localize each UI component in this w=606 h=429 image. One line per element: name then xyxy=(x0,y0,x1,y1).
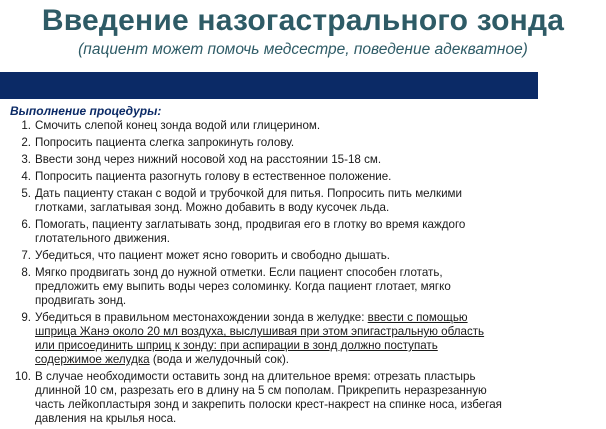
step-text: Мягко продвигать зонд до нужной отметки. Если пациент способен глотать, предложить ему выпить воды через соломинку. Когда пациент глотает, мягко продвигать зонд. xyxy=(35,266,451,307)
step-number: 8. xyxy=(21,266,31,279)
step-number: 4. xyxy=(21,170,31,183)
step-text: Ввести зонд через нижний носовой ход на расстоянии 15-18 см. xyxy=(35,153,382,166)
step-text: Попросить пациента слегка запрокинуть голову. xyxy=(35,136,295,149)
step-text: Дать пациенту стакан с водой и трубочкой для питья. Попросить пить мелкими глотками, заглатывая зонд. Можно добавить в воду кусочек льда. xyxy=(35,187,462,214)
step-text-plain: Убедиться в правильном местонахождении зонда в желудке: xyxy=(35,311,368,324)
step-number: 6. xyxy=(21,218,31,231)
step-number: 2. xyxy=(21,136,31,149)
procedure-step-9 xyxy=(5,311,603,367)
procedure-section xyxy=(5,104,603,429)
slide-subtitle: (пациент может помочь медсестре, поведение адекватное) xyxy=(78,41,528,58)
step-number: 10. xyxy=(14,370,31,383)
step-text xyxy=(35,311,603,367)
step-text-tail: (вода и желудочный сок). xyxy=(149,353,290,366)
step-number: 7. xyxy=(21,249,31,262)
step-text-underlined: ввести с помощью шприца Жанэ около 20 мл воздуха, выслушивая при этом эпигастральную область или присоединить шприц к зонду: при аспирации в зонд должно поступать содержимое желудка xyxy=(35,311,485,366)
step-text: В случае необходимости оставить зонд на длительное время: отрезать пластырь длинной 10 см, разрезать его в длину на 5 см пополам. Прикрепить неразрезанную часть лейкопластыря зонд и закрепить полоски крест-накрест на спинке носа, избегая давления на крылья носа. xyxy=(35,370,502,425)
procedure-step-4 xyxy=(5,170,603,184)
step-number: 1. xyxy=(21,119,31,132)
procedure-step-1 xyxy=(5,119,603,133)
section-heading: Выполнение процедуры: xyxy=(10,104,162,118)
title-accent-bar xyxy=(0,72,538,99)
procedure-step-7 xyxy=(5,249,603,263)
procedure-steps-list xyxy=(5,119,603,426)
procedure-step-6 xyxy=(5,218,603,246)
step-text: Смочить слепой конец зонда водой или глицерином. xyxy=(35,119,321,132)
procedure-step-2 xyxy=(5,136,603,150)
step-text: Помогать, пациенту заглатывать зонд, продвигая его в глотку во время каждого глотательного движения. xyxy=(35,218,466,245)
step-number: 9. xyxy=(21,311,31,324)
step-text: Попросить пациента разогнуть голову в естественное положение. xyxy=(35,170,392,183)
step-number: 5. xyxy=(21,187,31,200)
procedure-step-10 xyxy=(5,370,603,426)
procedure-step-5 xyxy=(5,187,603,215)
step-number: 3. xyxy=(21,153,31,166)
slide-title: Введение назогастрального зонда xyxy=(41,4,565,37)
step-text: Убедиться, что пациент может ясно говорить и свободно дышать. xyxy=(35,249,391,262)
procedure-step-3 xyxy=(5,153,603,167)
procedure-step-8 xyxy=(5,266,603,308)
